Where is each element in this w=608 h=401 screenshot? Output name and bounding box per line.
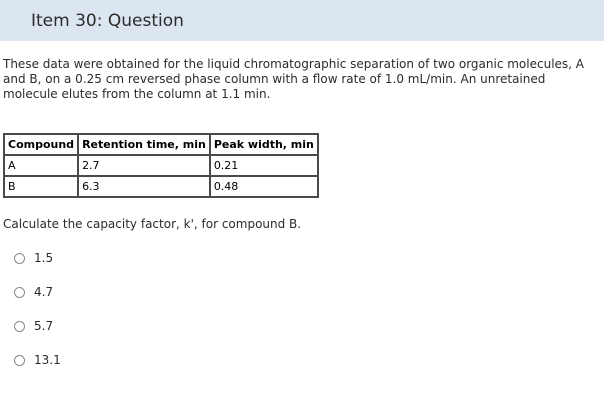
radio-button[interactable] (14, 355, 25, 366)
table-row (4, 155, 318, 176)
radio-button[interactable] (14, 321, 25, 332)
answer-option[interactable] (14, 352, 61, 368)
radio-button[interactable] (14, 253, 25, 264)
cell-compound: B (4, 176, 78, 197)
cell-compound: A (4, 155, 78, 176)
option-label[interactable]: 4.7 (34, 285, 54, 299)
answer-option[interactable] (14, 250, 53, 266)
data-table (3, 133, 319, 198)
option-label[interactable]: 5.7 (34, 319, 54, 333)
answer-option[interactable] (14, 284, 53, 300)
cell-retention-time: 6.3 (78, 176, 210, 197)
column-header-retention-time: Retention time, min (78, 134, 210, 155)
radio-button[interactable] (14, 287, 25, 298)
item-header (0, 0, 604, 41)
table-header-row (4, 134, 318, 155)
question-text: Calculate the capacity factor, k', for compound B. (3, 217, 302, 231)
option-label[interactable]: 1.5 (34, 251, 54, 265)
item-title: Item 30: Question (31, 11, 184, 31)
column-header-compound: Compound (4, 134, 78, 155)
option-label[interactable]: 13.1 (34, 353, 61, 367)
cell-peak-width: 0.48 (210, 176, 318, 197)
answer-option[interactable] (14, 318, 53, 334)
question-prompt: These data were obtained for the liquid chromatographic separation of two organic molecules, A and B, on a 0.25 cm reversed phase column with a flow rate of 1.0 mL/min. An unretained molecule elutes from the column at 1.1 min. (3, 57, 584, 101)
cell-peak-width: 0.21 (210, 155, 318, 176)
table-row (4, 176, 318, 197)
cell-retention-time: 2.7 (78, 155, 210, 176)
column-header-peak-width: Peak width, min (210, 134, 318, 155)
